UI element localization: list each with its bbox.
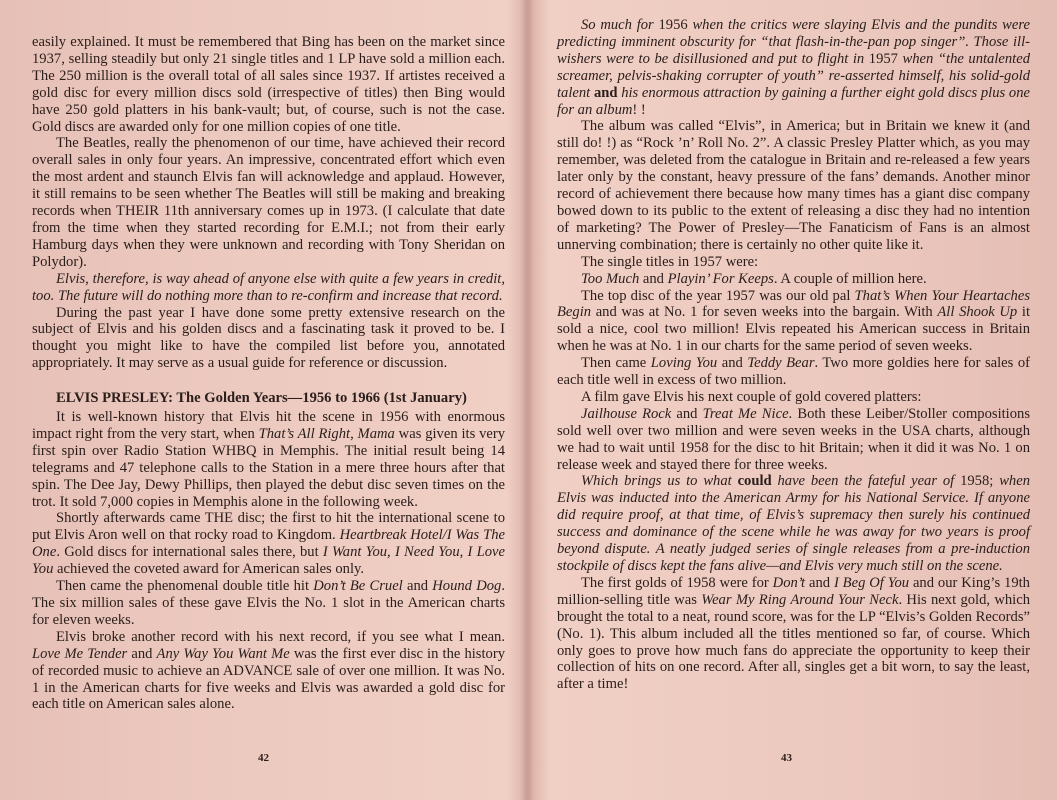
left-page — [32, 34, 505, 713]
paragraph: It is well-known history that Elvis hit the scene in 1956 with enormous impact right from the very start, when That’s All Right, Mama was given its very first spin over Radio Station WHBQ in Memphis. The initial result being 14 telegrams and 47 telephone calls to the Station in a mere three hours after that spin. The Dee Jay, Dewy Phillips, then played the debut disc seven times on the trot. It sold 7,000 copies in Memphis alone in the following week. — [32, 409, 506, 510]
paragraph: Which brings us to what could have been the fateful year of 1958; when Elvis was inducted into the American Army for his National Service. If anyone did require proof, at that time, of Elvis’s supremacy then surely his continued success and dominance of the scene while he was away for two years is proof beyond dispute. A neatly judged series of single releases from a pre-induction stockpile of discs kept the fans alive—and Elvis very much still on the scene. — [557, 473, 1030, 574]
paragraph: Jailhouse Rock and Treat Me Nice. Both these Leiber/Stoller compositions sold well over two million and were seven weeks in the USA charts, although we had to wait until 1958 for the disc to hit Britain; when it did it was No. 1 on release week and stayed there for three weeks. — [557, 405, 1031, 473]
paragraph: Then came the phenomenal double title hit Don’t Be Cruel and Hound Dog. The six million sales of these gave Elvis the No. 1 slot in the American charts for eleven weeks. — [32, 578, 505, 628]
section-heading: ELVIS PRESLEY: The Golden Years—1956 to 1966 (1st January) — [56, 390, 467, 407]
paragraph: Then came Loving You and Teddy Bear. Two more goldies here for sales of each title well in excess of two million. — [557, 355, 1030, 389]
paragraph: easily explained. It must be remembered that Bing has been on the market since 1937, selling steadily but only 21 single titles and 1 LP have sold a million each. The 250 million is the overall total of all sales since 1937. If artistes received a gold disc for every million discs sold (irrespective of titles) then Bing would have 250 gold platters in his bank-vault; but, of course, such is not the case. Gold discs are awarded only for one million copies of one title. — [32, 34, 505, 135]
paragraph: The Beatles, really the phenomenon of our time, have achieved their record overall sales in only four years. An impressive, concentrated effort which even the most ardent and staunch Elvis fan will acknowledge and applaud. However, it still remains to be seen whether The Beatles will still be making and breaking records when THEIR 11th anniversary comes up in 1973. (I calculate that date from the time when they started recording for E.M.I.; not from their early Hamburg days when they were unknown and recording with Tony Sheridan on Polydor). — [32, 135, 505, 270]
page-number: 42 — [258, 752, 269, 764]
paragraph: The album was called “Elvis”, in America; but in Britain we knew it (and still do! !) as “Rock ’n’ Roll No. 2”. A classic Presley Platter which, as you may remember, was deleted from the catalogue in Britain and re-released a few years later only by the constant, heavy pressure of the fans’ demands. Another minor record of achievement there because how many times has a giant disc company bowed down to its public to the extent of releasing a disc they had no intention of marketing? The Power of Presley—The Fanaticism of Fans is an almost unnerving combination; there is certainly no other quite like it. — [557, 118, 1030, 253]
paragraph: The top disc of the year 1957 was our old pal That’s When Your Heartaches Begin and was at No. 1 for seven weeks into the bargain. With All Shook Up it sold a nice, cool two million! Elvis repeated his American success in Britain when he was at No. 1 in our charts for the same period of seven weeks. — [557, 287, 1031, 355]
paragraph: So much for 1956 when the critics were slaying Elvis and the pundits were predicting imminent obscurity for “that flash-in-the-pan pop singer”. Those ill-wishers were to be disillusioned and put to flight in 1957 when “the untalented screamer, pelvis-shaking corrupter of youth” re-asserted himself, his solid-gold talent and his enormous attraction by gaining a further eight gold discs plus one for an album! ! — [557, 17, 1031, 118]
paragraph: Elvis broke another record with his next record, if you see what I mean. Love Me Tender and Any Way You Want Me was the first ever disc in the history of recorded music to achieve an ADVANCE sale of over one million. It was No. 1 in the American charts for five weeks and Elvis was awarded a gold disc for each title on American sales alone. — [32, 628, 505, 713]
paragraph: Elvis, therefore, is way ahead of anyone else with quite a few years in credit, too. The future will do nothing more than to re-confirm and increase that record. — [32, 270, 505, 304]
book-gutter — [520, 0, 534, 800]
paragraph: Too Much and Playin’ For Keeps. A couple of million here. — [581, 270, 927, 287]
right-page — [557, 17, 1030, 693]
page-number: 43 — [781, 752, 792, 764]
paragraph: The first golds of 1958 were for Don’t and I Beg Of You and our King’s 19th million-selling title was Wear My Ring Around Your Neck. His next gold, which brought the total to a neat, round score, was for the LP “Elvis’s Golden Records” (No. 1). This album included all the titles mentioned so far, of course. Which only goes to prove how much fans do appreciate the opportunity to keep their collection of hits on one record. After all, singles get a bit worn, to say the least, after a time! — [557, 574, 1031, 693]
paragraph: During the past year I have done some pretty extensive research on the subject of Elvis and his golden discs and a fascinating task it proved to be. I thought you might like to have the compiled list before you, annotated appropriately. It may serve as a usual guide for reference or discussion. — [32, 304, 505, 372]
paragraph: The single titles in 1957 were: — [581, 253, 759, 270]
paragraph: A film gave Elvis his next couple of gold covered platters: — [581, 388, 922, 405]
paragraph: Shortly afterwards came THE disc; the first to hit the international scene to put Elvis Aron well on that rocky road to Kingdom. Heartbreak Hotel/I Was The One. Gold discs for international sales there, but I Want You, I Need You, I Love You achieved the coveted award for American sales only. — [32, 510, 506, 578]
